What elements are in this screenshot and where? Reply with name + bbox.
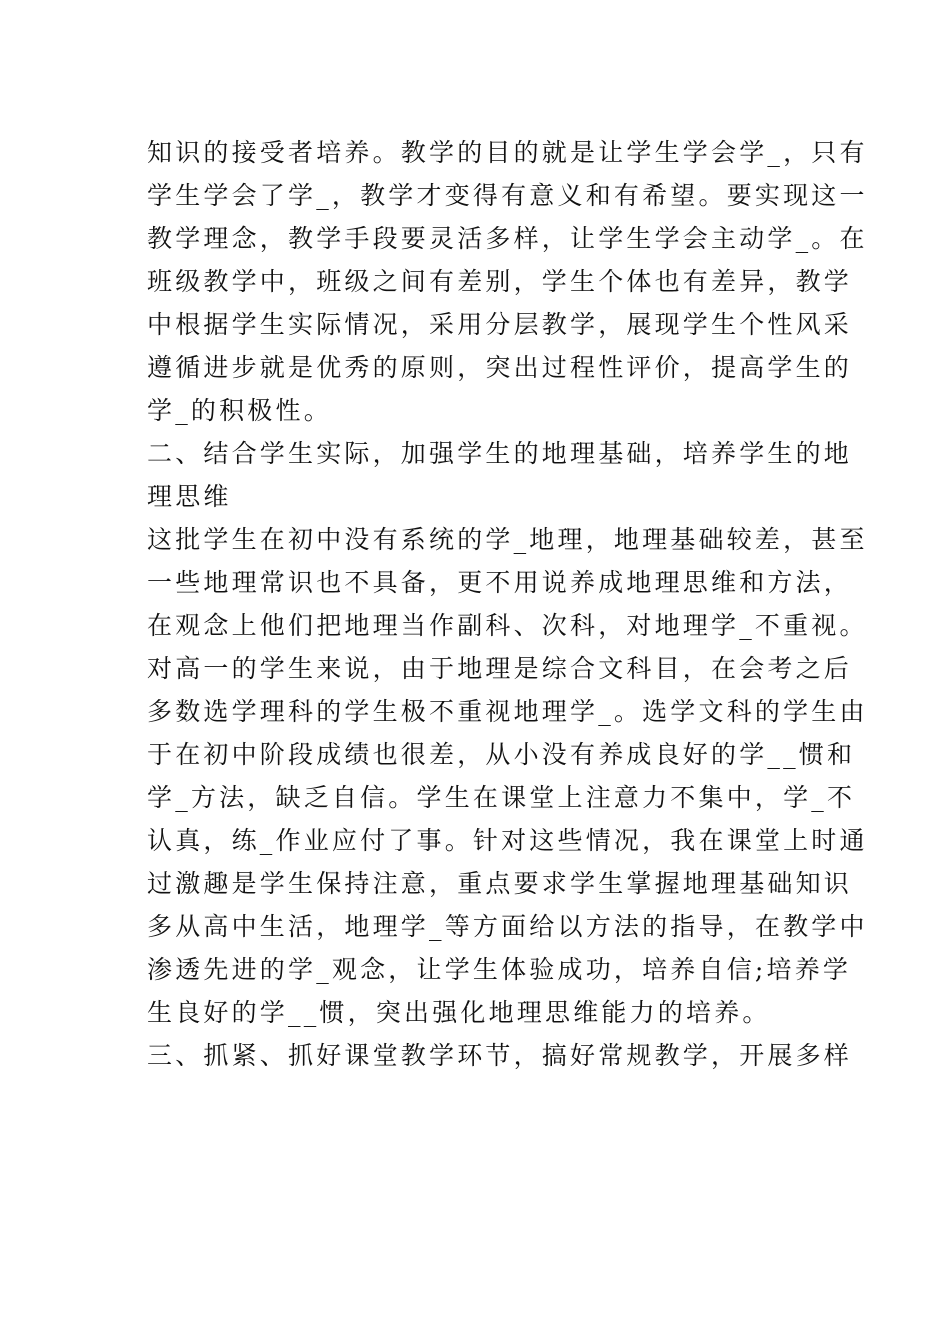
text-line: 班级教学中，班级之间有差别，学生个体也有差异，教学 [147, 267, 853, 296]
text-line: 在观念上他们把地理当作副科、次科，对地理学_不重视。 [147, 611, 868, 640]
section-heading-3: 三、抓紧、抓好课堂教学环节，搞好常规教学，开展多样 [147, 1041, 853, 1070]
text-line: 多数选学理科的学生极不重视地理学_。选学文科的学生由 [147, 697, 868, 726]
text-line: 生良好的学__惯，突出强化地理思维能力的培养。 [147, 998, 771, 1027]
text-line: 中根据学生实际情况，采用分层教学，展现学生个性风采 [147, 310, 853, 339]
text-line: 认真，练_作业应付了事。针对这些情况，我在课堂上时通 [147, 826, 868, 855]
text-line: 对高一的学生来说，由于地理是综合文科目，在会考之后 [147, 654, 853, 683]
text-line: 学_的积极性。 [147, 396, 332, 425]
section-heading-2: 二、结合学生实际，加强学生的地理基础，培养学生的地 [147, 439, 853, 468]
text-line: 过激趣是学生保持注意，重点要求学生掌握地理基础知识 [147, 869, 853, 898]
text-line: 多从高中生活，地理学_等方面给以方法的指导，在教学中 [147, 912, 868, 941]
text-line: 一些地理常识也不具备，更不用说养成地理思维和方法， [147, 568, 853, 597]
text-line: 知识的接受者培养。教学的目的就是让学生学会学_，只有 [147, 138, 868, 167]
text-line: 于在初中阶段成绩也很差，从小没有养成良好的学__惯和 [147, 740, 856, 769]
section-heading-2-cont: 理思维 [147, 482, 232, 511]
text-line: 学生学会了学_，教学才变得有意义和有希望。要实现这一 [147, 181, 868, 210]
text-line: 学_方法，缺乏自信。学生在课堂上注意力不集中，学_不 [147, 783, 856, 812]
text-line: 渗透先进的学_观念，让学生体验成功，培养自信;培养学 [147, 955, 852, 984]
text-line: 遵循进步就是优秀的原则，突出过程性评价，提高学生的 [147, 353, 853, 382]
text-line: 教学理念，教学手段要灵活多样，让学生学会主动学_。在 [147, 224, 868, 253]
body-text [147, 131, 868, 1077]
text-line: 这批学生在初中没有系统的学_地理，地理基础较差，甚至 [147, 525, 868, 554]
